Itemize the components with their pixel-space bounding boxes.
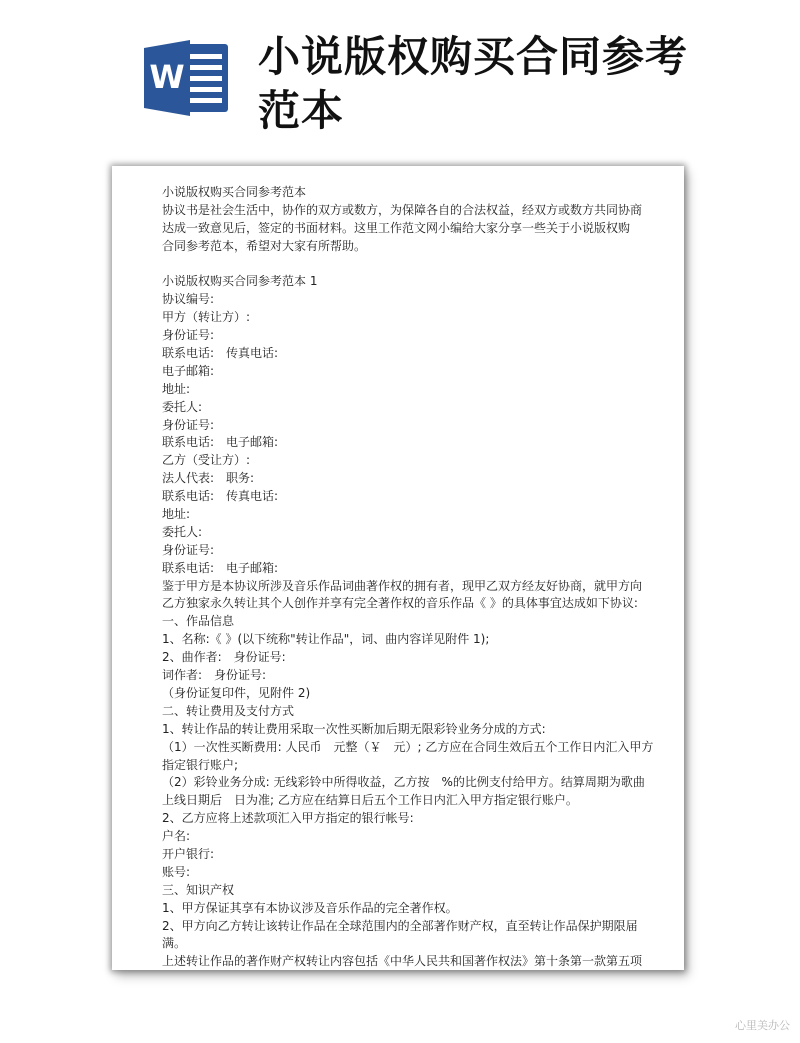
- document-line: 户名:: [162, 829, 191, 844]
- document-line: （2）彩铃业务分成: 无线彩铃中所得收益，乙方按 %的比例支付给甲方。结算周期为歌曲: [162, 775, 645, 790]
- document-body: [162, 184, 654, 970]
- document-line: 委托人:: [162, 399, 203, 414]
- document-line: 合同参考范本，希望对大家有所帮助。: [162, 238, 367, 253]
- document-line: 达成一致意见后，签定的书面材料。这里工作范文网小编给大家分享一些关于小说版权购: [162, 220, 631, 235]
- document-line: （1）一次性买断费用: 人民币 元整（￥ 元）; 乙方应在合同生效后五个工作日内汇入甲方: [162, 739, 654, 754]
- word-letter: W: [149, 58, 185, 96]
- document-line: 委托人:: [162, 524, 203, 539]
- document-line: 小说版权购买合同参考范本 1: [162, 274, 318, 289]
- document-line: 1、甲方保证其享有本协议涉及音乐作品的完全著作权。: [162, 900, 458, 915]
- document-line: 上述转让作品的著作财产权转让内容包括《中华人民共和国著作权法》第十条第一款第五项: [162, 954, 643, 969]
- document-line: 二、转让费用及支付方式: [162, 703, 295, 718]
- document-line: 2、甲方向乙方转让该转让作品在全球范围内的全部著作财产权，直至转让作品保护期限届: [162, 918, 638, 933]
- document-line: 协议编号:: [162, 292, 215, 307]
- document-line: 词作者: 身份证号:: [162, 668, 267, 683]
- page-title: 小说版权购买合同参考范本: [258, 32, 689, 135]
- document-line: 电子邮箱:: [162, 363, 215, 378]
- document-line: 三、知识产权: [162, 882, 235, 897]
- document-line: [162, 256, 642, 274]
- document-line: 一、作品信息: [162, 614, 235, 629]
- document-line: 地址:: [162, 507, 191, 522]
- document-line: 1、名称:《 》(以下统称"转让作品"，词、曲内容详见附件 1);: [162, 632, 490, 647]
- document-line: 身份证号:: [162, 417, 215, 432]
- document-line: 联系电话: 电子邮箱:: [162, 435, 279, 450]
- document-line: 乙方（受让方）:: [162, 453, 251, 468]
- document-line: 指定银行账户;: [162, 757, 239, 772]
- document-line: 法人代表: 职务:: [162, 471, 255, 486]
- document-line: 联系电话: 传真电话:: [162, 489, 279, 504]
- document-line: 乙方独家永久转让其个人创作并享有完全著作权的音乐作品《 》的具体事宜达成如下协议:: [162, 596, 638, 611]
- document-line: 满。: [162, 936, 187, 951]
- watermark-text: 心里美办公: [735, 1019, 790, 1032]
- document-line: 身份证号:: [162, 328, 215, 343]
- document-line: 账号:: [162, 864, 191, 879]
- document-line: 2、曲作者: 身份证号:: [162, 650, 286, 665]
- document-line: 1、转让作品的转让费用采取一次性买断加后期无限彩铃业务分成的方式:: [162, 721, 546, 736]
- document-line: 联系电话: 传真电话:: [162, 346, 279, 361]
- document-line: 联系电话: 电子邮箱:: [162, 560, 279, 575]
- document-line: 2、乙方应将上述款项汇入甲方指定的银行帐号:: [162, 811, 414, 826]
- word-doc-icon: [140, 38, 232, 118]
- document-line: 鉴于甲方是本协议所涉及音乐作品词曲著作权的拥有者，现甲乙双方经友好协商，就甲方向: [162, 578, 643, 593]
- document-line: 上线日期后 日为准; 乙方应在结算日后五个工作日内汇入甲方指定银行账户。: [162, 793, 578, 808]
- document-line: （身份证复印件，见附件 2): [162, 685, 311, 700]
- document-line: 小说版权购买合同参考范本: [162, 185, 307, 199]
- document-page: [112, 166, 684, 970]
- document-line: 开户银行:: [162, 846, 215, 861]
- document-line: 身份证号:: [162, 542, 215, 557]
- document-line: 甲方（转让方）:: [162, 310, 251, 325]
- document-line: 地址:: [162, 381, 191, 396]
- document-line: 协议书是社会生活中，协作的双方或数方，为保障各自的合法权益，经双方或数方共同协商: [162, 202, 643, 217]
